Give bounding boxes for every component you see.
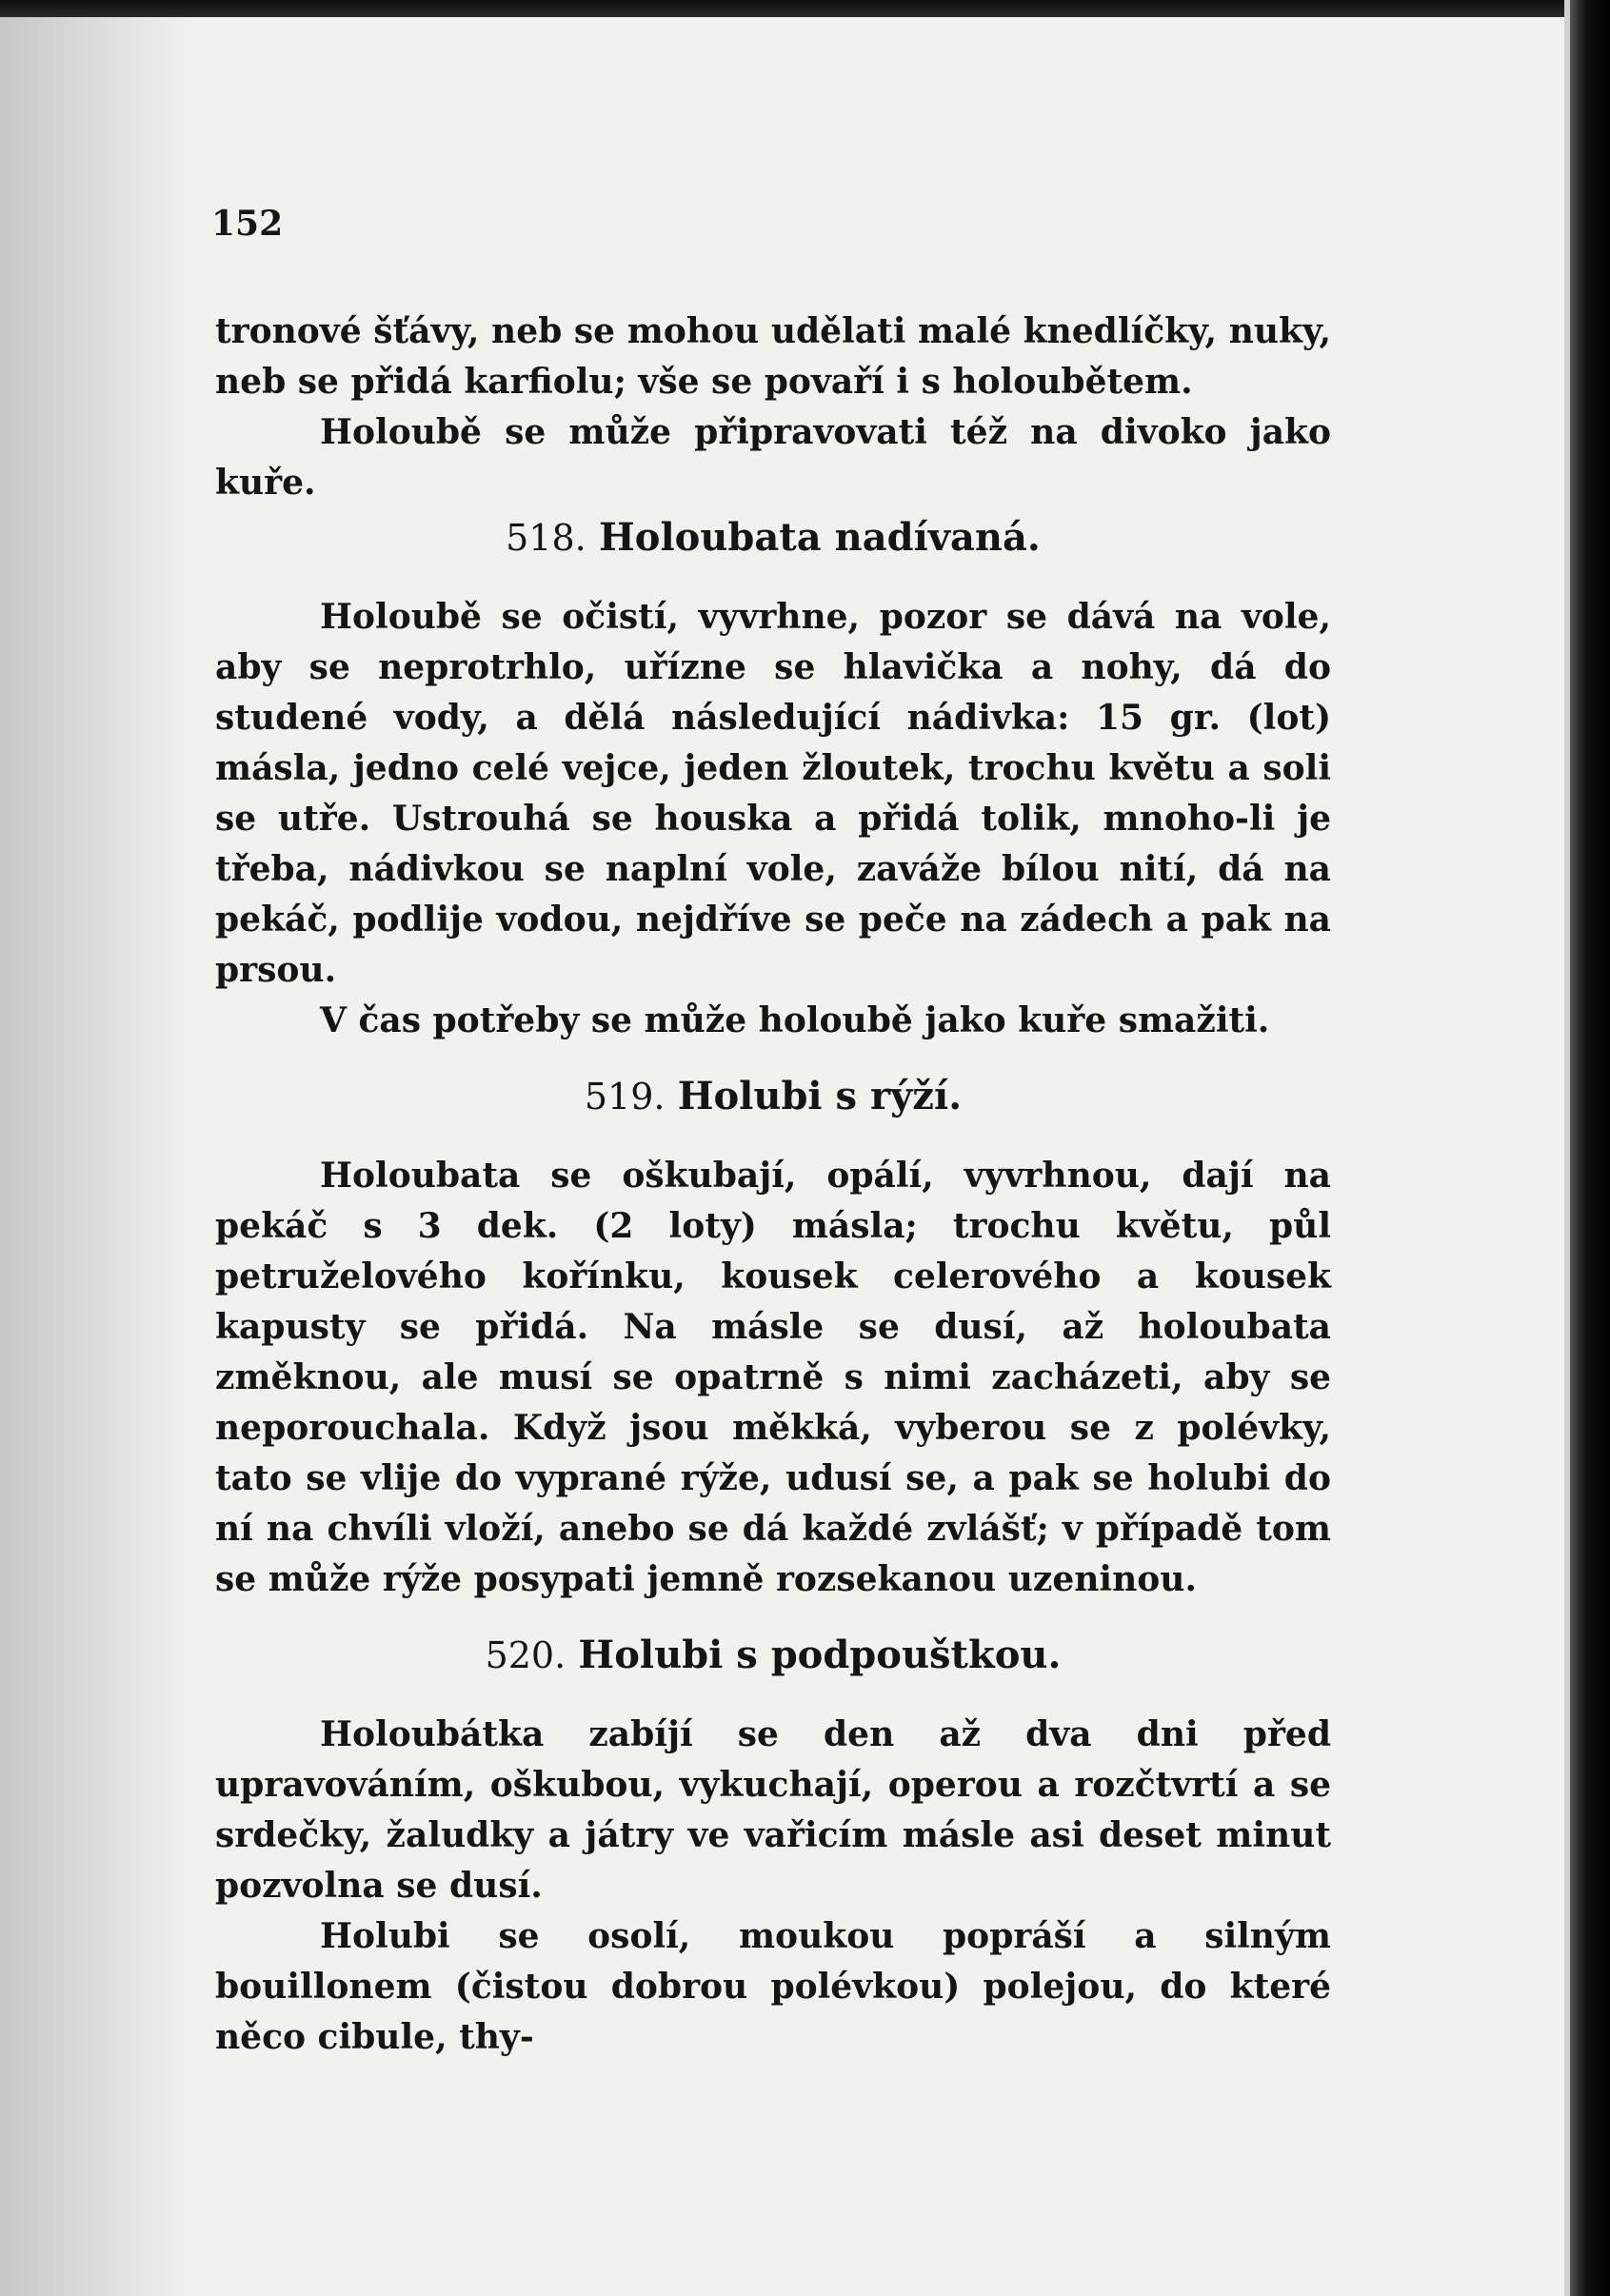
- recipe-heading-519: [215, 1071, 1331, 1122]
- gutter-shadow: [0, 0, 190, 2296]
- paragraph-holoube-divoko: Holoubě se může připravovati též na divoko jako kuře.: [215, 412, 1331, 503]
- paragraph-recipe-519: Holoubata se oškubají, opálí, vyvrhnou, dají na pekáč s 3 dek. (2 loty) másla; trochu květu, půl petruželového kořínku, kousek celerového a kousek kapusty se přidá. Na másle se dusí, až holoubata změknou, ale musí se opatrně s nimi zacházeti, aby se neporouchala. Když jsou měkká, vyberou se z polévky, tato se vlije do vyprané rýže, udusí se, a pak se holubi do ní na chvíli vloží, anebo se dá každé zvlášť; v případě tom se může rýže posypati jemně rozsekanou uzeninou.: [215, 1156, 1331, 1599]
- recipe-number: 519.: [584, 1076, 666, 1118]
- recipe-title: Holubi s rýží.: [677, 1074, 963, 1118]
- recipe-number: 520.: [485, 1634, 566, 1676]
- paragraph-recipe-518-note: V čas potřeby se může holoubě jako kuře smažiti.: [320, 1000, 1270, 1040]
- recipe-heading-518: [215, 512, 1331, 564]
- recipe-title: Holoubata nadívaná.: [598, 515, 1041, 560]
- scan-border-top: [0, 0, 1610, 17]
- recipe-heading-520: [215, 1630, 1331, 1681]
- paragraph-continuation: tronové šťávy, neb se mohou udělati malé knedlíčky, nuky, neb se přidá karfiolu; vše se povaří i s holoubětem.: [215, 311, 1331, 402]
- paragraph-recipe-520-a: Holoubátka zabíjí se den až dva dni před upravováním, oškubou, vykuchají, operou a rozčtvrtí a se srdečky, žaludky a játry ve vařicím másle asi deset minut pozvolna se dusí.: [215, 1714, 1331, 1906]
- recipe-title: Holubi s podpouštkou.: [578, 1633, 1062, 1677]
- page-number: 152: [211, 204, 284, 244]
- page-body: [215, 307, 1331, 2063]
- recipe-number: 518.: [506, 517, 586, 559]
- paragraph-recipe-518: Holoubě se očistí, vyvrhne, pozor se dává na vole, aby se neprotrhlo, uřízne se hlavička a nohy, dá do studené vody, a dělá následující nádivka: 15 gr. (lot) másla, jedno celé vejce, jeden žloutek, trochu květu a soli se utře. Ustrouhá se houska a přidá tolik, mnoho-li je třeba, nádivkou se naplní vole, zaváže bílou nití, dá na pekáč, podlije vodou, nejdříve se peče na zádech a pak na prsou.: [215, 597, 1331, 990]
- paragraph-recipe-520-b: Holubi se osolí, moukou popráší a silným bouillonem (čistou dobrou polévkou) polejou, do které něco cibule, thy-: [215, 1916, 1331, 2057]
- scan-border-right: [1570, 0, 1610, 2296]
